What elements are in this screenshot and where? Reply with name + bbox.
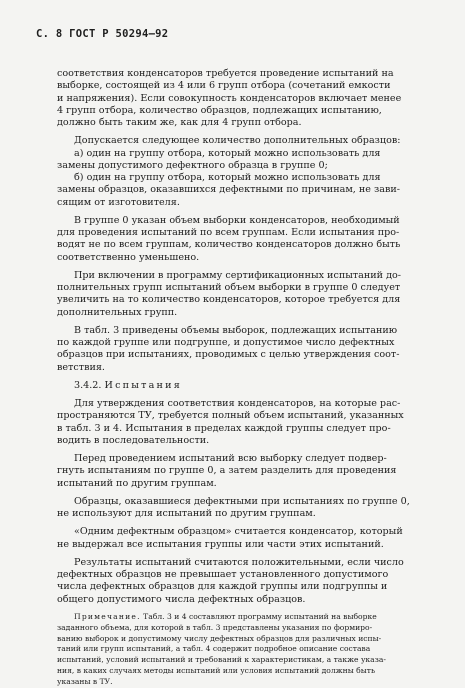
text-line: В группе 0 указан объем выборки конденсаторов, необходимый [74,214,400,226]
text-line: для проведения испытаний по всем группам. Если испытания про- [57,227,400,238]
text-line: соответствия конденсаторов требуется проведение испытаний на [57,68,394,79]
text-line: водят не по всем группам, количество конденсаторов должно быть [57,239,401,251]
paragraph-4 [57,270,423,319]
text-line: не используют для испытаний по другим группам. [57,508,316,519]
text-line: выборке, состоящей из 4 или 6 групп отбора (сочетаний емкости [57,80,391,92]
text-line: испытаний по другим группам. [57,477,217,489]
note-line: указаны в ТУ. [57,677,113,687]
text-line: в табл. 3 и 4. Испытания в пределах каждой группы следует про- [57,422,391,434]
text-line: сящим от изготовителя. [57,196,180,208]
text-line: и напряжения). Если совокупность конденсаторов включает менее [57,92,402,104]
text-line: При включении в программу сертификационных испытаний до- [74,269,402,281]
text-line: образцов при испытаниях, проводимых с целью утверждения соот- [57,349,400,361]
paragraph-6 [57,398,423,447]
text-line: увеличить на то количество конденсаторов, которое требуется для [57,294,401,306]
text-line: б) один на группу отбора, который можно использовать для [74,172,381,183]
paragraph-7 [57,453,423,490]
text-line: дополнительных групп. [57,306,178,318]
text-line: Результаты испытаний считаются положительными, если число [74,556,404,568]
paragraph-9 [57,526,423,551]
note-line: ния, в каких случаях методы испытаний или условия испытаний должны быть [57,666,376,676]
text-line: дефектных образцов не превышает установленного допустимого [57,569,389,580]
note-line: таний или групп испытаний, а табл. 4 содержит подробное описание состава [57,644,371,654]
text-line: соответственно уменьшено. [57,251,200,263]
paragraph-5 [57,325,423,374]
page-header: С. 8 ГОСТ Р 50294—92 [36,28,169,40]
note-text: Табл. 3 и 4 составляют программу испытаний на выборке [143,611,377,621]
paragraph-10 [57,557,423,606]
paragraph-3 [57,215,423,264]
note-line: ванию выборок и допустимому числу дефектных образцов для различных испы- [57,633,382,643]
document-body [57,68,423,688]
text-line: Допускается следующее количество дополнительных образцов: [74,135,401,147]
note-line: испытаний, условий испытаний и требований к характеристикам, а также указа- [57,655,386,665]
text-line: гнуть испытаниям по группе 0, а затем разделить для проведения [57,465,397,477]
text-line: «Одним дефектным образцом» считается конденсатор, который [74,526,403,538]
text-line: пространяются ТУ, требуется полный объем испытаний, указанных [57,410,404,422]
section-heading [57,380,423,392]
paragraph-8 [57,496,423,521]
section-number: 3.4.2. [74,379,102,391]
text-line: Перед проведением испытаний всю выборку следует подвер- [74,453,387,464]
text-line: по каждой группе или подгруппе, и допустимое число дефектных [57,337,395,348]
note-label: Примечание. [74,611,141,621]
text-line: общего допустимого числа дефектных образцов. [57,593,306,605]
text-line: водить в последовательности. [57,434,210,446]
paragraph-1 [57,68,423,129]
text-line: числа дефектных образцов для каждой группы или подгруппы и [57,581,388,593]
note-block [57,612,423,688]
text-line: 4 групп отбора, количество образцов, подлежащих испытанию, [57,104,382,116]
paragraph-2 [57,135,423,209]
text-line: ветствия. [57,361,105,373]
text-line: должно быть таким же, как для 4 групп отбора. [57,117,302,128]
text-line: В табл. 3 приведены объемы выборок, подлежащих испытанию [74,324,398,336]
text-line: Для утверждения соответствия конденсаторов, на которые рас- [74,398,401,409]
text-line: замены образцов, оказавшихся дефектными по причинам, не зави- [57,184,400,196]
text-line: а) один на группу отбора, который можно использовать для [74,147,381,159]
note-line: заданного объема, для которой в табл. 3 представлены указания по формиро- [57,622,373,632]
text-line: полнительных групп испытаний объем выборки в группе 0 следует [57,282,401,293]
section-title: Испытания [104,379,182,391]
text-line: не выдержал все испытания группы или части этих испытаний. [57,538,384,550]
note-line [57,612,423,623]
text-line: Образцы, оказавшиеся дефектными при испытаниях по группе 0, [74,495,410,507]
text-line: замены допустимого дефектного образца в группе 0; [57,159,328,171]
